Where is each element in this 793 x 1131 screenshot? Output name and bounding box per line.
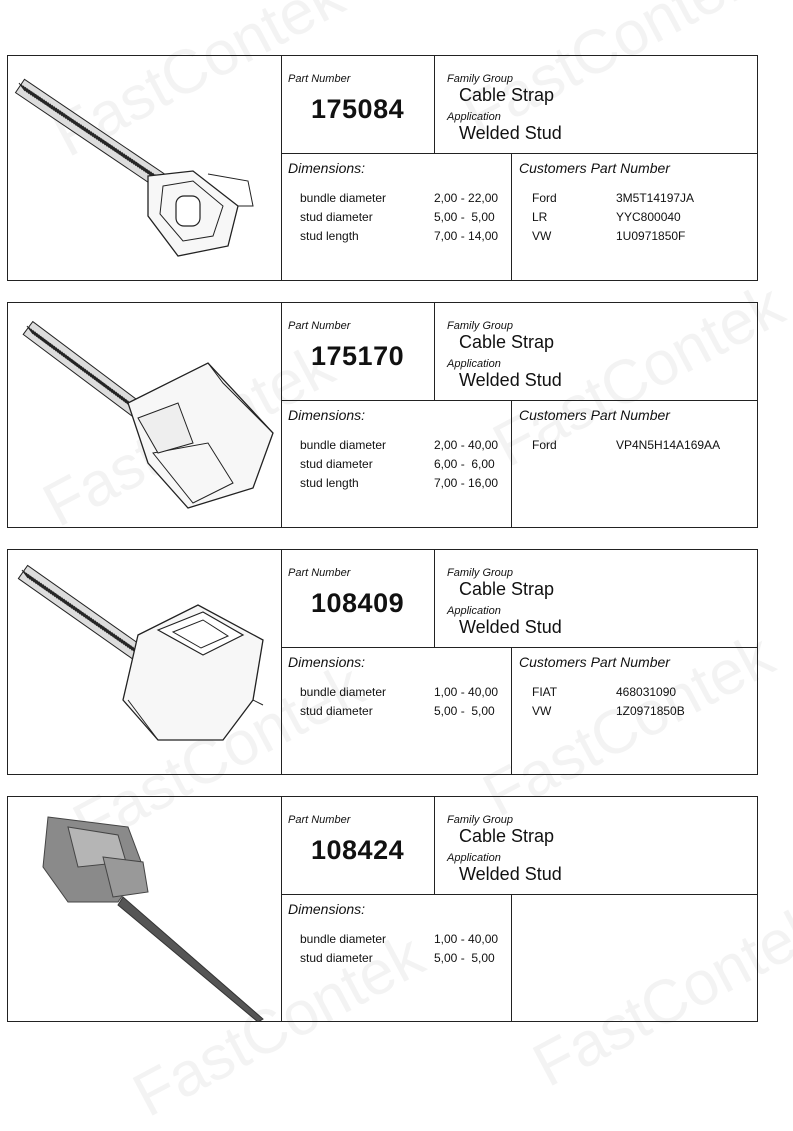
dimensions-title: Dimensions:: [288, 654, 366, 670]
family-group-cell: [435, 797, 757, 895]
family-group-value: Cable Strap: [459, 85, 555, 105]
cable-strap-clip-image: [8, 56, 281, 280]
dimension-name: bundle diameter: [300, 932, 387, 946]
family-group-cell: [435, 550, 757, 648]
family-group-label: Family Group: [447, 814, 514, 826]
application-value: Welded Stud: [459, 617, 562, 637]
cable-strap-clip-image: [8, 797, 281, 1021]
customer-part-number: 468031090: [616, 685, 677, 699]
application-label: Application: [447, 358, 501, 370]
application-value: Welded Stud: [459, 864, 562, 884]
customer-part-number: 1Z0971850B: [616, 704, 685, 718]
customer-maker: Ford: [532, 191, 557, 205]
dimension-name: stud length: [300, 229, 359, 243]
application-label: Application: [447, 852, 501, 864]
customer-maker: FIAT: [532, 685, 558, 699]
application-value: Welded Stud: [459, 370, 562, 390]
product-image: [8, 550, 282, 774]
product-image: [8, 303, 282, 527]
dimension-name: stud diameter: [300, 210, 373, 224]
customer-maker: Ford: [532, 438, 557, 452]
part-card: [7, 302, 758, 528]
part-number-cell: [281, 303, 435, 401]
application-label: Application: [447, 111, 501, 123]
customer-part-number: VP4N5H14A169AA: [616, 438, 721, 452]
customers-part-number-title: Customers Part Number: [519, 160, 670, 176]
family-group-label: Family Group: [447, 320, 514, 332]
dimension-value: 1,00 - 40,00: [434, 685, 499, 699]
dimension-name: stud diameter: [300, 457, 373, 471]
part-number-value: 175084: [311, 94, 405, 124]
dimension-value: 7,00 - 16,00: [434, 476, 499, 490]
customers-cell: [512, 154, 757, 280]
customer-maker: LR: [532, 210, 548, 224]
dimension-value: 7,00 - 14,00: [434, 229, 499, 243]
dimensions-title: Dimensions:: [288, 160, 366, 176]
customers-part-number-title: Customers Part Number: [519, 654, 670, 670]
family-group-label: Family Group: [447, 73, 514, 85]
part-number-value: 108409: [311, 588, 405, 618]
dimension-value: 2,00 - 40,00: [434, 438, 499, 452]
part-number-label: Part Number: [288, 73, 351, 85]
part-number-cell: [281, 550, 435, 648]
part-number-label: Part Number: [288, 567, 351, 579]
application-value: Welded Stud: [459, 123, 562, 143]
dimension-name: bundle diameter: [300, 438, 387, 452]
dimension-value: 2,00 - 22,00: [434, 191, 499, 205]
family-group-cell: [435, 303, 757, 401]
dimension-name: stud diameter: [300, 951, 373, 965]
dimension-name: bundle diameter: [300, 685, 387, 699]
dimension-value: 6,00 - 6,00: [434, 457, 495, 471]
cable-strap-clip-image: [8, 550, 281, 774]
dimension-name: stud diameter: [300, 704, 373, 718]
dimensions-cell: [281, 154, 512, 280]
part-number-cell: [281, 797, 435, 895]
dimensions-title: Dimensions:: [288, 407, 366, 423]
part-card: [7, 55, 758, 281]
family-group-cell: [435, 56, 757, 154]
dimension-value: 5,00 - 5,00: [434, 704, 495, 718]
product-image: [8, 797, 282, 1021]
part-card: [7, 549, 758, 775]
part-number-label: Part Number: [288, 814, 351, 826]
customers-cell: [512, 895, 757, 1021]
part-number-cell: [281, 56, 435, 154]
family-group-value: Cable Strap: [459, 579, 555, 599]
customer-part-number: 3M5T14197JA: [616, 191, 695, 205]
dimensions-cell: [281, 895, 512, 1021]
family-group-value: Cable Strap: [459, 826, 555, 846]
dimensions-cell: [281, 648, 512, 774]
dimensions-title: Dimensions:: [288, 901, 366, 917]
cable-strap-clip-image: [8, 303, 281, 527]
dimension-name: stud length: [300, 476, 359, 490]
product-image: [8, 56, 282, 280]
dimension-value: 1,00 - 40,00: [434, 932, 499, 946]
customer-maker: VW: [532, 704, 552, 718]
family-group-label: Family Group: [447, 567, 514, 579]
customers-cell: [512, 648, 757, 774]
customer-maker: VW: [532, 229, 552, 243]
dimensions-cell: [281, 401, 512, 527]
dimension-value: 5,00 - 5,00: [434, 210, 495, 224]
dimension-name: bundle diameter: [300, 191, 387, 205]
family-group-value: Cable Strap: [459, 332, 555, 352]
application-label: Application: [447, 605, 501, 617]
part-card: [7, 796, 758, 1022]
part-number-value: 175170: [311, 341, 405, 371]
customer-part-number: YYC800040: [616, 210, 681, 224]
dimension-value: 5,00 - 5,00: [434, 951, 495, 965]
customer-part-number: 1U0971850F: [616, 229, 686, 243]
part-number-label: Part Number: [288, 320, 351, 332]
customers-cell: [512, 401, 757, 527]
part-number-value: 108424: [311, 835, 405, 865]
customers-part-number-title: Customers Part Number: [519, 407, 670, 423]
